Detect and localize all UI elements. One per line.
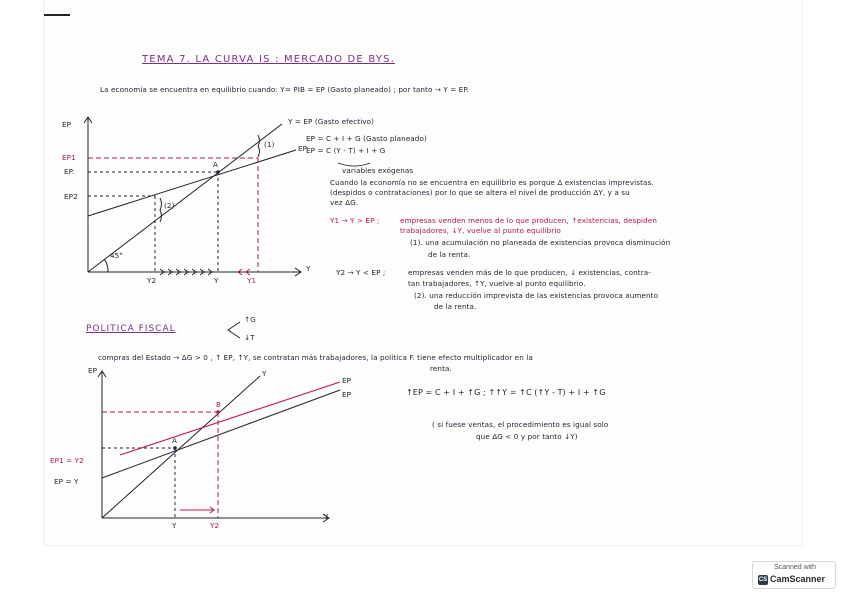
graph1-y2-label: Y2: [147, 276, 157, 285]
eq-ep-planned: EP = C + I + G (Gasto planeado): [306, 134, 427, 143]
graph2-x-label: Y: [324, 512, 329, 521]
para-line-2: (despidos o contrataciones) por lo que se altera el nivel de producción ΔY, y a su: [330, 188, 630, 197]
graph2-diagonal: [102, 376, 260, 518]
case-y1-head: Y1 → Y > EP ;: [330, 216, 380, 225]
badge-name: CamScanner: [770, 574, 826, 584]
intro-text: La economía se encuentra en equilibrio cuando: Y= PIB = EP (Gasto planeado) ; por tanto → Y = EP.: [100, 85, 470, 94]
graph2-point-a: [173, 446, 177, 450]
compras-line: compras del Estado → ΔG > 0 , ↑ EP, ↑Y, se contratan más trabajadores, la política F. tiene efecto multiplicador en la: [98, 353, 533, 362]
graph1-ep2-label: EP2: [64, 192, 78, 201]
graph1-ep0-label: EP.: [64, 167, 75, 176]
graph1-y-label: EP: [62, 120, 72, 129]
graph1-ep-line: [88, 150, 296, 216]
case-y1-note1: (1). una acumulación no planeada de existencias provoca disminución: [410, 238, 671, 247]
fiscal-g: ↑G: [244, 315, 256, 324]
case-y1-line1: empresas venden menos de lo que producen, ↑existencias, despiden: [400, 216, 657, 225]
case-y2-line1: empresas venden más de lo que producen, ↓ existencias, contra-: [408, 268, 651, 277]
badge-scanned-with: Scanned with: [773, 564, 817, 571]
graph2-ep0-label: EP = Y: [54, 477, 79, 486]
graph1-brace-2: [160, 198, 162, 222]
case-y2-head: Y2 → Y < EP ;: [336, 268, 386, 277]
graph1-angle-label: 45°: [110, 251, 124, 260]
graph2-ep-new-line: [120, 382, 340, 455]
graph1-x-label: Y: [306, 264, 311, 273]
case-y2-note1: (2). una reducción imprevista de las existencias provoca aumento: [414, 291, 659, 300]
fiscal-title: POLITICA FISCAL: [86, 324, 176, 334]
graph1-diag-label: Y = EP (Gasto efectivo): [288, 117, 375, 126]
graph2-point-b-label: B: [216, 400, 222, 409]
para-line-1: Cuando la economía no se encuentra en equilibrio es porque Δ existencias imprevistas.: [330, 178, 654, 187]
graph2-diag-label: Y: [262, 369, 267, 378]
fiscal-bracket: [228, 322, 240, 338]
fiscal-t: ↓T: [244, 333, 255, 342]
page-title: TEMA 7. LA CURVA IS : MERCADO DE BYS.: [142, 54, 396, 65]
graph2-ep-label: EP: [342, 390, 352, 399]
graph1-brace-1: [258, 135, 260, 157]
case-y2-note2: de la renta.: [434, 302, 477, 311]
graph2-point-b: [216, 410, 220, 414]
eq-fiscal: ↑EP = C + I + ↑G ; ↑↑Y = ↑C (↑Y - T) + I + ↑G: [406, 388, 606, 397]
case-y1-note2: de la renta.: [428, 250, 471, 259]
graph1-y1-label: Y1: [247, 276, 257, 285]
graph1-ep1-label: EP1: [62, 153, 76, 162]
graph1-point-a-label: A: [213, 160, 219, 169]
graph2-ep1-label: EP1 = Y2: [50, 456, 84, 465]
graph2-ep-new-label: EP: [342, 376, 352, 385]
graph1-angle-arc: [104, 259, 108, 272]
graph1-ep-line-label: EP: [298, 144, 308, 153]
note-sales-2: que ΔG < 0 y por tanto ↓Y): [476, 432, 578, 441]
camscanner-badge: [752, 561, 836, 589]
case-y2-line2: tan trabajadores, ↑Y, vuelve al punto equilibrio.: [408, 279, 586, 288]
graph2-point-a-label: A: [172, 436, 178, 445]
camscanner-logo-icon: CS: [758, 577, 768, 583]
case-y1-line2: trabajadores, ↓Y, vuelve al punto equilibrio: [400, 226, 561, 235]
eq-ep-expanded: EP = C (Y - T) + I + G: [306, 146, 386, 155]
graph2-y-label: EP: [88, 366, 98, 375]
graph1-gap2-label: (2): [164, 201, 175, 210]
para-line-3: vez ΔG.: [330, 198, 359, 207]
graph2-y2-tick: Y2: [210, 521, 220, 530]
note-sales-1: ( si fuese ventas, el procedimiento es igual solo: [432, 420, 609, 429]
graph2-y-tick: Y: [172, 521, 177, 530]
graph1-point-a: [216, 170, 220, 174]
graph1-gap1-label: (1): [264, 140, 275, 149]
exogenous-label: variables exógenas: [342, 166, 414, 175]
compras-line-2: renta.: [430, 364, 452, 373]
graph1-y0-label: Y: [214, 276, 219, 285]
graph1-diagonal: [88, 124, 282, 272]
